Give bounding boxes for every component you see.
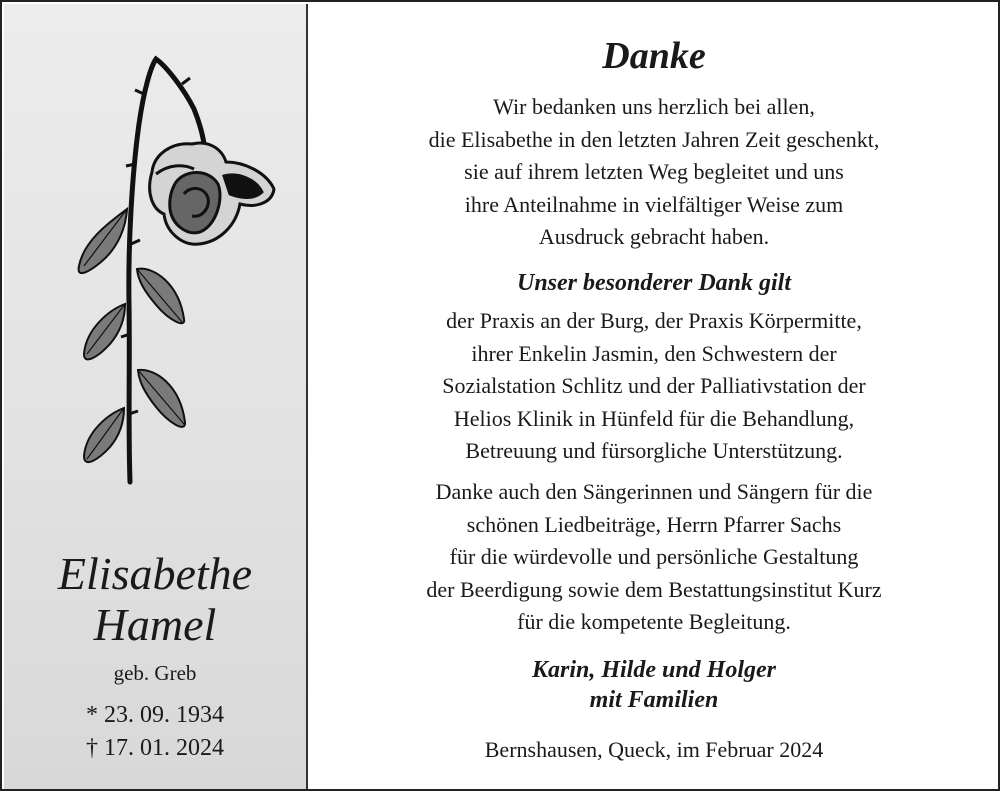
text-line: Helios Klinik in Hünfeld für die Behandlung, <box>453 405 855 431</box>
text-line: Betreuung und fürsorgliche Unterstützung. <box>465 438 843 463</box>
title: Danke <box>602 35 706 77</box>
text-line: Ausdruck gebracht haben. <box>538 224 770 249</box>
text-line: sie auf ihrem letzten Weg begleitet und uns <box>464 159 844 184</box>
text-line: die Elisabethe in den letzten Jahren Zeit geschenkt, <box>428 126 880 152</box>
wilted-rose-icon <box>4 4 306 524</box>
death-date: † 17. 01. 2024 <box>86 735 224 761</box>
signature-line: mit Familien <box>589 687 719 713</box>
memorial-panel <box>4 4 308 789</box>
text-line: Danke auch den Sängerinnen und Sängern für die <box>435 479 873 504</box>
signature-line: Karin, Hilde und Holger <box>531 657 777 683</box>
text-line: Sozialstation Schlitz und der Palliativstation der <box>442 373 866 398</box>
birth-name: geb. Greb <box>113 661 197 685</box>
text-line: ihrer Enkelin Jasmin, den Schwestern der <box>471 340 837 366</box>
paragraph-thanks <box>308 91 1000 254</box>
text-line: für die würdevolle und persönliche Gestaltung <box>449 544 859 569</box>
signature <box>308 655 1000 715</box>
subheading: Unser besonderer Dank gilt <box>516 270 792 296</box>
last-name: Hamel <box>93 599 217 650</box>
birth-date: * 23. 09. 1934 <box>86 702 224 728</box>
first-name: Elisabethe <box>57 548 253 599</box>
thank-you-text <box>308 4 1000 789</box>
text-line: für die kompetente Begleitung. <box>517 609 791 634</box>
paragraph-further-thanks <box>308 476 1000 639</box>
text-line: Wir bedanken uns herzlich bei allen, <box>493 94 815 119</box>
text-line: ihre Anteilnahme in vielfältiger Weise zum <box>464 191 844 217</box>
text-line: schönen Liedbeiträge, Herrn Pfarrer Sachs <box>466 511 842 537</box>
paragraph-special-thanks <box>308 305 1000 468</box>
text-line: der Beerdigung sowie dem Bestattungsinstitut Kurz <box>426 576 882 602</box>
text-line: der Praxis an der Burg, der Praxis Körpermitte, <box>446 308 862 333</box>
place-date: Bernshausen, Queck, im Februar 2024 <box>484 737 824 762</box>
